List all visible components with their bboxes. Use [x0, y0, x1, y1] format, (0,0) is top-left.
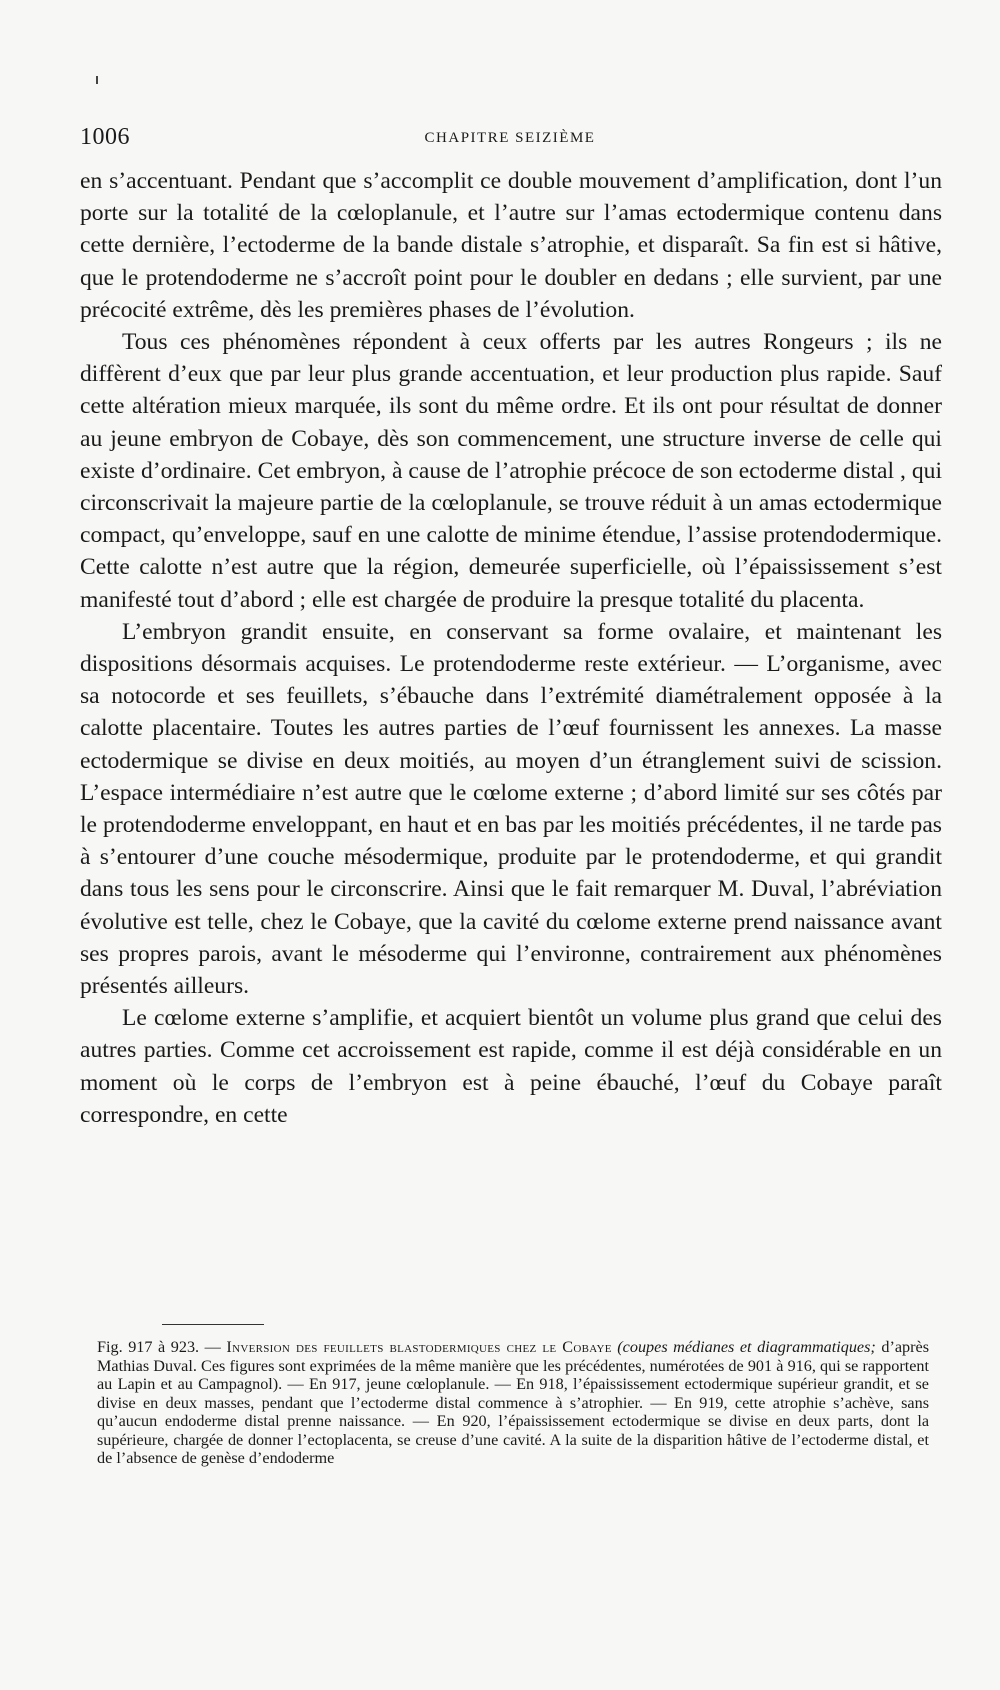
paragraph: L’embryon grandit ensuite, en conservant sa forme ovalaire, et maintenant les dispositions désormais acquises. Le protendoderme reste extérieur. — L’organisme, avec sa notocorde et ses feuillets, s’ébauche dans l’extrémité diamétralement opposée à la calotte placentaire. Toutes les autres parties de l’œuf fournissent les annexes. La masse ectodermique se divise en deux moitiés, au moyen d’un étranglement suivi de scission. L’espace intermédiaire n’est autre que le cœlome externe ; d’abord limité sur ses côtés par le protendoderme enveloppant, en haut et en bas par les moitiés précédentes, il ne tarde pas à s’entourer d’une couche mésodermique, produite par le protendoderme, et qui grandit dans tous les sens pour le circonscrire. Ainsi que le fait remarquer M. Duval, l’abréviation évolutive est telle, chez le Cobaye, que la cavité du cœlome externe prend naissance avant ses propres parois, avant le mésoderme qui l’environne, contrairement aux phénomènes présentés ailleurs. [80, 618, 942, 1000]
paragraph: Tous ces phénomènes répondent à ceux offerts par les autres Rongeurs ; ils ne diffèrent d’eux que par leur plus grande accentuation, et leur production plus rapide. Sauf cette altération mieux marquée, ils sont du même ordre. Et ils ont pour résultat de donner au jeune embryon de Cobaye, dès son commencement, une structure inverse de celle qui existe d’ordinaire. Cet embryon, à cause de l’atrophie précoce de son ectoderme distal , qui circonscrivait la majeure partie de la cœloplanule, se trouve réduit à un amas ectodermique compact, qu’enveloppe, sauf en une calotte de minime étendue, l’assise protendodermique. Cette calotte n’est autre que la région, demeurée superficielle, où l’épaississement s’est manifesté tout d’abord ; elle est chargée de produire la presque totalité du placenta. [80, 329, 942, 613]
paragraph-continued: en s’accentuant. Pendant que s’accomplit ce double mouvement d’amplification, dont l’un porte sur la totalité de la cœloplanule, et l’autre sur l’amas ectodermique contenu dans cette dernière, l’ectoderme de la bande distale s’atrophie, et disparaît. Sa fin est si hâtive, que le protendoderme ne s’accroît point pour le doubler en dedans ; elle survient, par une précocité extrême, dès les premières phases de l’évolution. [80, 168, 942, 323]
caption-italic-note: (coupes médianes et diagrammatiques; [617, 1338, 876, 1356]
chapter-title: CHAPITRE SEIZIÈME [424, 130, 596, 146]
footnote-rule [162, 1324, 264, 1325]
caption-figure-reference: Fig. 917 à 923. — [97, 1338, 227, 1356]
figure-caption [97, 1338, 929, 1468]
caption-body: d’après Mathias Duval. Ces figures sont exprimées de la même manière que les précédentes, numérotées de 901 à 916, qui se rapportent au Lapin et au Campagnol). — En 917, jeune cœloplanule. — En 918, l’épaississement ectodermique supérieur grandit, et se divise en deux masses, pendant que l’ectoderme distal commence à s’atrophier. — En 919, cette atrophie s’achève, sans qu’aucun endoderme distal prenne naissance. — En 920, l’épaississement ectodermique se divise en deux parts, dont la supérieure, chargée de donner l’ectoplacenta, se creuse d’une cavité. A la suite de la disparition hâtive de l’ectoderme distal, et de l’absence de genèse d’endoderme [97, 1338, 930, 1467]
running-header [80, 124, 940, 154]
print-speck [96, 76, 98, 84]
body-text [80, 165, 942, 1131]
paragraph: Le cœlome externe s’amplifie, et acquiert bientôt un volume plus grand que celui des autres parties. Comme cet accroissement est rapide, comme il est déjà considérable en un moment où le corps de l’embryon est à peine ébauché, l’œuf du Cobaye paraît correspondre, en cette [80, 1005, 942, 1128]
caption-title: Inversion des feuillets blastodermiques chez le Cobaye [226, 1338, 612, 1356]
page-number: 1006 [80, 124, 130, 150]
